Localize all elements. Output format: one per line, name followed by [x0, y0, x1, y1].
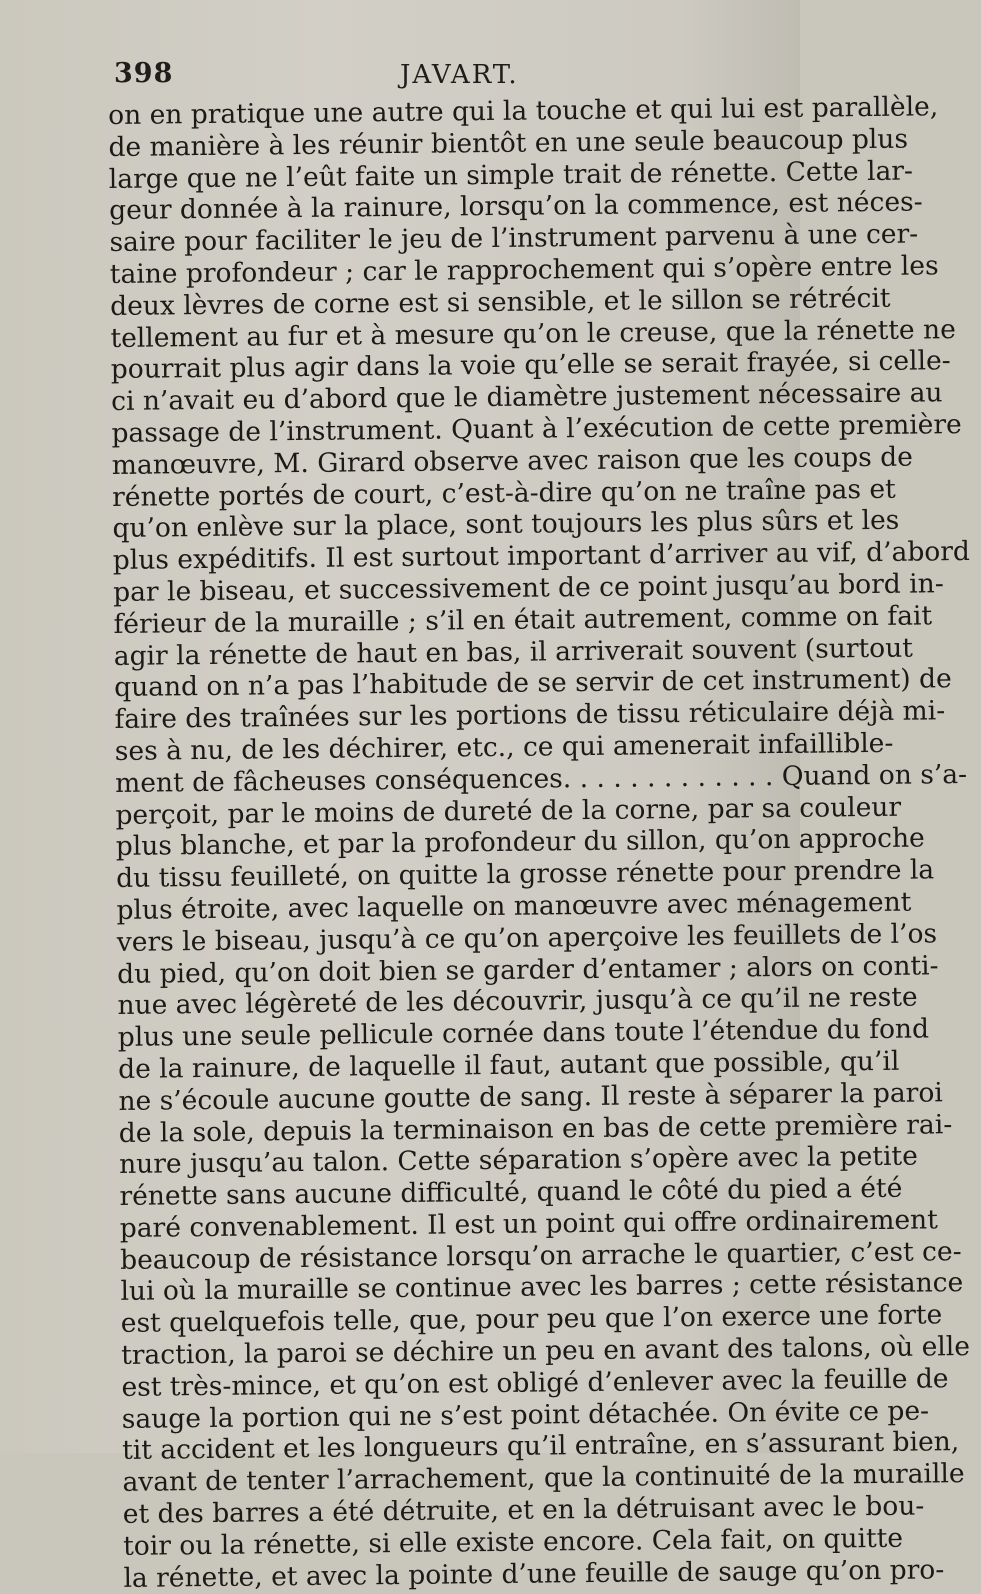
text-line: agir la rénette de haut en bas, il arriverait souvent (surtout	[113, 632, 914, 672]
text-line: perçoit, par le moins de dureté de la corne, par sa couleur	[115, 791, 902, 831]
text-line: plus étroite, avec laquelle on manœuvre avec ménagement	[116, 886, 912, 926]
text-line: vers le biseau, jusqu’à ce qu’on aperçoive les feuillets de l’os	[116, 918, 938, 958]
text-line: du tissu feuilleté, on quitte la grosse rénette pour prendre la	[115, 854, 935, 895]
text-line: de manière à les réunir bientôt en une seule beaucoup plus	[108, 123, 909, 163]
text-line: rénette sans aucune difficulté, quand le côté du pied a été	[119, 1172, 903, 1213]
text-line: par le biseau, et successivement de ce point jusqu’au bord in-	[112, 568, 944, 608]
text-line: pourrait plus agir dans la voie qu’elle se serait frayée, si celle-	[110, 345, 951, 386]
text-line: et des barres a été détruite, et en la détruisant avec le bou-	[122, 1490, 925, 1530]
text-line: qu’on enlève sur la place, sont toujours les plus sûrs et les	[112, 505, 900, 545]
text-line: manœuvre, M. Girard observe avec raison que les coups de	[111, 441, 913, 481]
text-line: avant de tenter l’arrachement, que la continuité de la muraille	[122, 1458, 965, 1499]
text-line: la rénette, et avec la pointe d’une feuille de sauge qu’on pro-	[123, 1553, 945, 1594]
text-line: rénette portés de court, c’est-à-dire qu’on ne traîne pas et	[111, 473, 896, 513]
text-line: saire pour faciliter le jeu de l’instrument parvenu à une cer-	[109, 218, 919, 259]
text-line: est très-mince, et qu’on est obligé d’enlever avec la feuille de	[121, 1363, 949, 1403]
text-line: taine profondeur ; car le rapprochement qui s’opère entre les	[109, 250, 939, 290]
text-line: passage de l’instrument. Quant à l’exécution de cette première	[111, 409, 962, 449]
text-line: tellement au fur et à mesure qu’on le creuse, que la rénette ne	[110, 313, 956, 354]
body-text	[108, 91, 971, 1594]
text-line: ne s’écoule aucune goutte de sang. Il reste à séparer la paroi	[118, 1077, 943, 1117]
text-line: quand on n’a pas l’habitude de se servir de cet instrument) de	[113, 663, 952, 704]
text-line: nue avec légèreté de les découvrir, jusqu’à ce qu’il ne reste	[117, 981, 918, 1022]
text-line: toir ou la rénette, si elle existe encore. Cela fait, on quitte	[122, 1522, 904, 1562]
text-line: beaucoup de résistance lorsqu’on arrache le quartier, c’est ce-	[119, 1235, 962, 1276]
text-line: plus expéditifs. Il est surtout important d’arriver au vif, d’abord	[112, 536, 971, 577]
text-line: du pied, qu’on doit bien se garder d’entamer ; alors on conti-	[116, 949, 939, 990]
text-line: plus une seule pellicule cornée dans toute l’étendue du fond	[117, 1013, 930, 1054]
text-line: de la sole, depuis la terminaison en bas de cette première rai-	[118, 1108, 953, 1149]
text-line: traction, la paroi se déchire un peu en avant des talons, où elle	[120, 1331, 971, 1372]
page-header	[110, 58, 780, 98]
text-line: férieur de la muraille ; s’il en était autrement, comme on fait	[113, 600, 933, 640]
text-line: on en pratique une autre qui la touche et qui lui est parallèle,	[108, 91, 939, 131]
running-title: JAVART.	[400, 60, 519, 90]
text-line: plus blanche, et par la profondeur du sillon, qu’on approche	[115, 822, 925, 863]
text-line: sauge la portion qui ne s’est point détachée. On évite ce pe-	[121, 1395, 930, 1435]
text-line: geur donnée à la rainure, lorsqu’on la commence, est néces-	[108, 186, 923, 227]
text-line: large que ne l’eût faite un simple trait de rénette. Cette lar-	[108, 155, 914, 195]
text-line: nure jusqu’au talon. Cette séparation s’opère avec la petite	[118, 1140, 918, 1181]
text-line: paré convenablement. Il est un point qui offre ordinairement	[119, 1204, 938, 1244]
text-line: faire des traînées sur les portions de tissu réticulaire déjà mi-	[114, 695, 946, 736]
text-line: est quelquefois telle, que, pour peu que l’on exerce une forte	[120, 1299, 943, 1340]
text-line: tit accident et les longueurs qu’il entraîne, en s’assurant bien,	[121, 1426, 960, 1467]
page-number: 398	[114, 58, 174, 89]
text-line: deux lèvres de corne est si sensible, et le sillon se rétrécit	[109, 282, 891, 322]
text-line: de la rainure, de laquelle il faut, autant que possible, qu’il	[117, 1045, 900, 1085]
text-line: ci n’avait eu d’abord que le diamètre justement nécessaire au	[110, 377, 943, 418]
text-line: lui où la muraille se continue avec les barres ; cette résistance	[120, 1267, 964, 1308]
text-line: ment de fâcheuses conséquences. . . . . . . . . . . . . Quand on s’a-	[114, 758, 968, 799]
text-line: ses à nu, de les déchirer, etc., ce qui amenerait infaillible-	[114, 727, 894, 767]
